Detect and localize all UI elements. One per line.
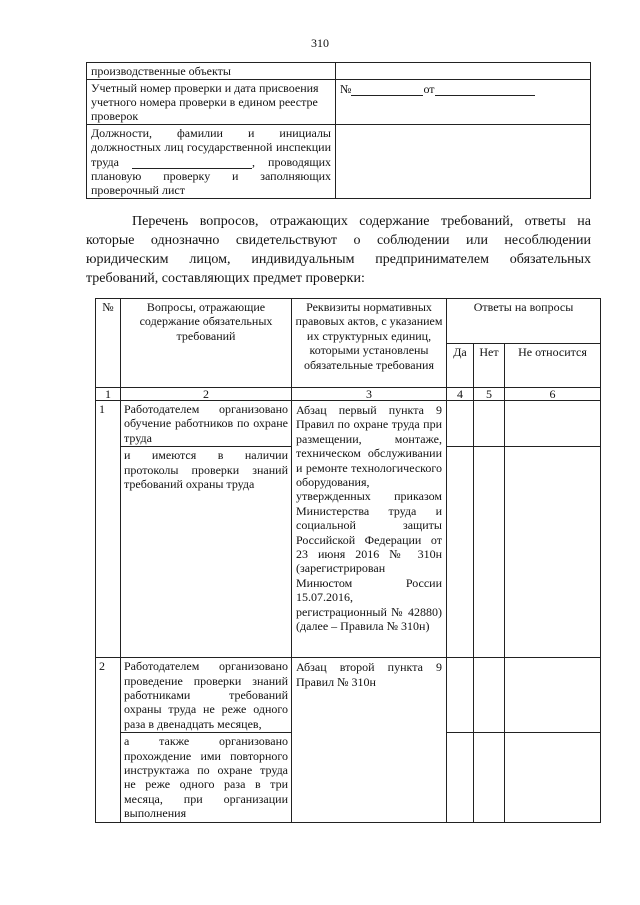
- intro-paragraph: Перечень вопросов, отражающих содержание требований, ответы на которые однозначно свидетельствуют о соблюдении или несоблюдении юридическим лицом, индивидуальным предпринимателем обязательных требований, составляющих предмет проверки:: [86, 214, 591, 286]
- question-part: Работодателем организовано обучение работников по охране труда: [121, 401, 292, 447]
- info-number-value: [336, 80, 591, 125]
- answer-na-cell[interactable]: [505, 447, 601, 658]
- answer-no-cell[interactable]: [474, 658, 505, 733]
- header-refs: Реквизиты нормативных правовых актов, с указанием их структурных единиц, которыми установлены обязательные требования: [292, 299, 447, 388]
- question-part: и имеются в наличии протоколы проверки знаний требований охраны труда: [121, 447, 292, 658]
- col-number-3: 3: [292, 388, 447, 401]
- info-number-from: от: [423, 82, 435, 96]
- info-row-objects: [87, 63, 591, 80]
- column-numbers-row: [96, 388, 601, 401]
- question-part: а также организовано прохождение ими повторного инструктажа по охране труда не реже одного раза в три месяца, при организации выполнения: [121, 733, 292, 822]
- col-number-5: 5: [474, 388, 505, 401]
- info-date-blank: [435, 81, 535, 96]
- header-answers: Ответы на вопросы: [447, 299, 601, 344]
- answer-yes-cell[interactable]: [447, 658, 474, 733]
- col-number-1: 1: [96, 388, 121, 401]
- row-number: 1: [96, 401, 121, 658]
- inspection-info-table: [86, 62, 591, 199]
- page-number: 310: [311, 36, 329, 50]
- answer-na-cell[interactable]: [505, 658, 601, 733]
- info-officials-label: Должности, фамилии и инициалы должностных лиц государственной инспекции труда , проводящих плановую проверку и заполняющих проверочный лист: [87, 125, 336, 199]
- answer-yes-cell[interactable]: [447, 733, 474, 822]
- info-officials-label-2: проводящих плановую проверку и заполняющих проверочный лист: [91, 155, 331, 197]
- header-questions: Вопросы, отражающие содержание обязательных требований: [121, 299, 292, 388]
- col-number-2: 2: [121, 388, 292, 401]
- answer-yes-cell[interactable]: [447, 447, 474, 658]
- legal-reference: Абзац первый пункта 9 Правил по охране труда при размещении, монтаже, техническом обслуживании и ремонте технологического оборудования, утвержденных приказом Министерства труда и социальной защиты Российской Федерации от 23 июня 2016 № 310н (зарегистрирован Минюстом России 15.07.2016, регистрационный № 42880) (далее – Правила № 310н): [292, 401, 447, 658]
- header-num: №: [96, 299, 121, 388]
- info-officials-label-1: Должности, фамилии и инициалы должностных лиц государственной инспекции труда: [91, 126, 331, 169]
- questions-table: [95, 298, 601, 823]
- col-number-6: 6: [505, 388, 601, 401]
- answer-yes-cell[interactable]: [447, 401, 474, 447]
- answer-no-cell[interactable]: [474, 733, 505, 822]
- table-row: [96, 401, 601, 447]
- info-officials-blank: [132, 154, 252, 169]
- header-no: Нет: [474, 343, 505, 388]
- table-row: [96, 658, 601, 733]
- col-number-4: 4: [447, 388, 474, 401]
- question-part: Работодателем организовано проведение проверки знаний работниками требований охраны труда не реже одного раза в двенадцать месяцев,: [121, 658, 292, 733]
- legal-reference: Абзац второй пункта 9 Правил № 310н: [292, 658, 447, 822]
- info-officials-value: [336, 125, 591, 199]
- info-row-number: [87, 80, 591, 125]
- info-number-sign: №: [340, 82, 352, 96]
- answer-no-cell[interactable]: [474, 401, 505, 447]
- info-number-blank: [351, 81, 423, 96]
- header-yes: Да: [447, 343, 474, 388]
- row-number: 2: [96, 658, 121, 822]
- questions-header-row-1: [96, 299, 601, 344]
- answer-na-cell[interactable]: [505, 401, 601, 447]
- info-number-label: Учетный номер проверки и дата присвоения учетного номера проверки в едином реестре проверок: [87, 80, 336, 125]
- info-objects-value: [336, 63, 591, 80]
- header-na: Не относится: [505, 343, 601, 388]
- answer-no-cell[interactable]: [474, 447, 505, 658]
- answer-na-cell[interactable]: [505, 733, 601, 822]
- info-objects-label: производственные объекты: [87, 63, 336, 80]
- info-row-officials: [87, 125, 591, 199]
